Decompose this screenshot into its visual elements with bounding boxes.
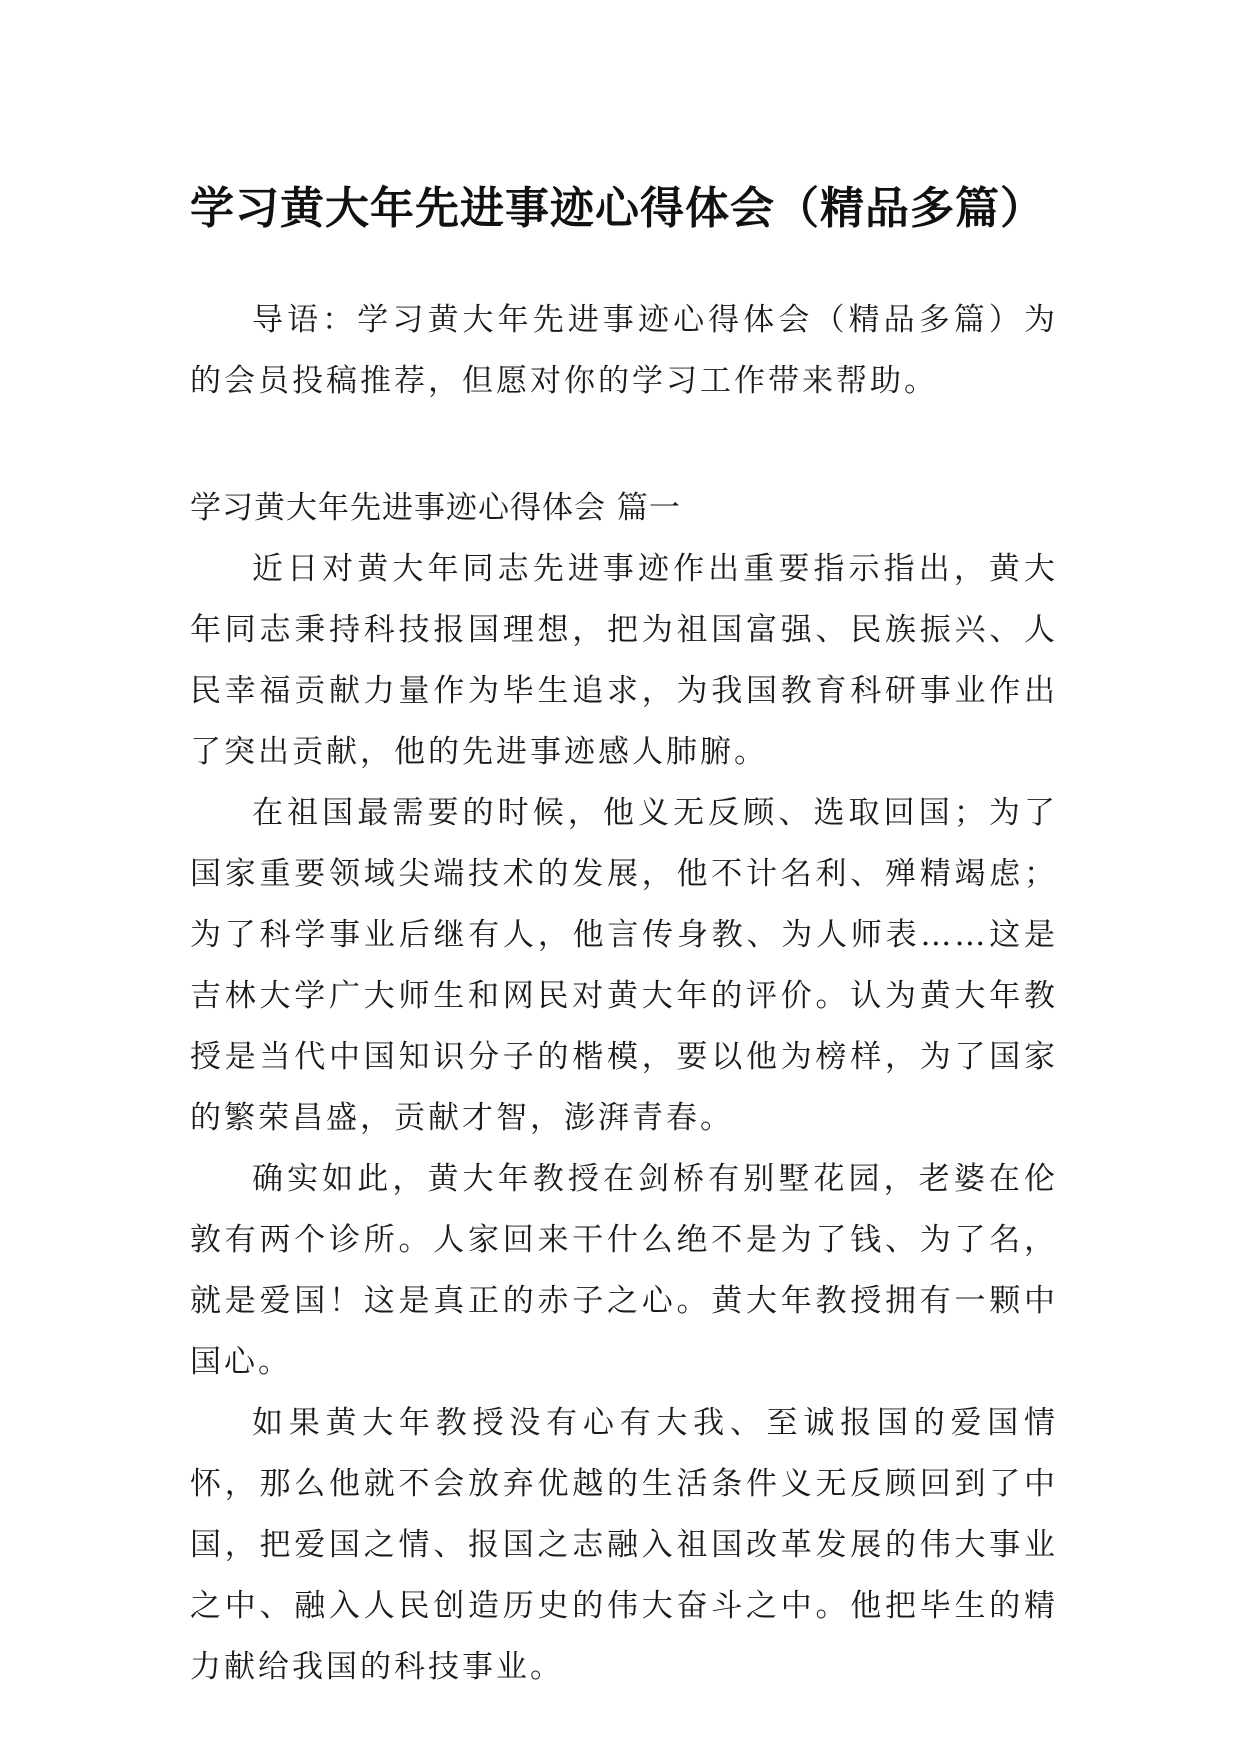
body-paragraph: 在祖国最需要的时候，他义无反顾、选取回国；为了国家重要领域尖端技术的发展，他不计名利、殚精竭虑；为了科学事业后继有人，他言传身教、为人师表……这是吉林大学广大师生和网民对黄大年的评价。认为黄大年教授是当代中国知识分子的楷模，要以他为榜样，为了国家的繁荣昌盛，贡献才智，澎湃青春。	[190, 795, 1058, 1136]
document-body	[190, 290, 1058, 1698]
intro-paragraph: 导语：学习黄大年先进事迹心得体会（精品多篇）为的会员投稿推荐，但愿对你的学习工作带来帮助。	[190, 302, 1058, 399]
section-heading: 学习黄大年先进事迹心得体会 篇一	[190, 490, 681, 526]
body-paragraph: 确实如此，黄大年教授在剑桥有别墅花园，老婆在伦敦有两个诊所。人家回来干什么绝不是为了钱、为了名，就是爱国！这是真正的赤子之心。黄大年教授拥有一颗中国心。	[190, 1161, 1058, 1380]
body-paragraph: 近日对黄大年同志先进事迹作出重要指示指出，黄大年同志秉持科技报国理想，把为祖国富强、民族振兴、人民幸福贡献力量作为毕生追求，为我国教育科研事业作出了突出贡献，他的先进事迹感人肺腑。	[190, 551, 1058, 770]
document-title: 学习黄大年先进事迹心得体会（精品多篇）	[190, 183, 1045, 235]
body-paragraph: 如果黄大年教授没有心有大我、至诚报国的爱国情怀，那么他就不会放弃优越的生活条件义无反顾回到了中国，把爱国之情、报国之志融入祖国改革发展的伟大事业之中、融入人民创造历史的伟大奋斗之中。他把毕生的精力献给我国的科技事业。	[190, 1405, 1058, 1685]
